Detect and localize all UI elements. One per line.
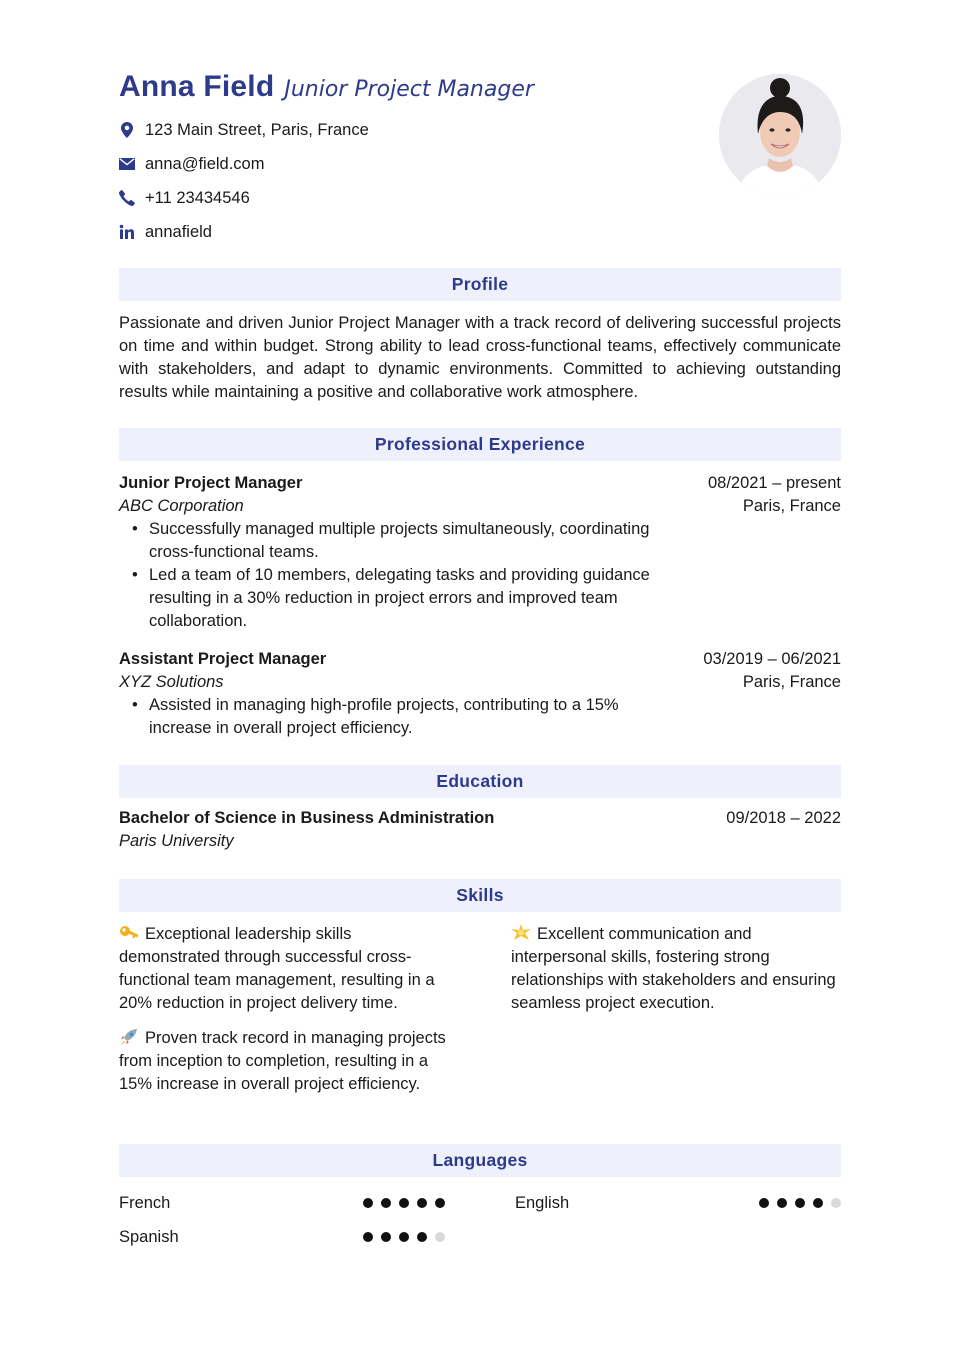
job-title-row [119,648,841,671]
level-dot-filled [399,1198,409,1208]
job-company: XYZ Solutions [119,673,224,691]
contact-address [119,113,369,147]
language-name: Spanish [119,1227,179,1246]
section-title-languages: Languages [119,1144,841,1177]
level-dot-filled [399,1232,409,1242]
person-name: Anna Field [119,70,275,103]
job-bullets [119,518,664,633]
profile-text: Passionate and driven Junior Project Manager with a track record of delivering successful projects on time and within budget. Strong ability to lead cross-functional teams, effectively communicate with stakeholders, and adapt to dynamic environments. Committed to achieving outstanding results while maintaining a positive and collaborative work atmosphere. [119,314,841,401]
phone-icon [119,190,135,206]
language-item [119,1220,445,1254]
skills-grid [119,923,841,1108]
level-dot-filled [381,1198,391,1208]
star-icon [511,924,533,942]
language-item [515,1186,841,1220]
education-entry [119,807,841,853]
job-position: Junior Project Manager [119,474,303,492]
profile-section [119,268,841,404]
education-school: Paris University [119,832,234,850]
level-dot-filled [435,1198,445,1208]
skill-text: Excellent communication and interpersonal skills, fostering strong relationships with stakeholders and ensuring seamless project execution. [511,925,836,1012]
language-level [363,1198,445,1208]
job-entry [119,648,841,740]
language-item [119,1186,445,1220]
languages-section [119,1144,841,1254]
skill-text: Exceptional leadership skills demonstrated through successful cross-functional team management, resulting in a 20% reduction in project delivery time. [119,925,435,1012]
job-location: Paris, France [742,497,841,515]
language-name: French [119,1193,171,1212]
skills-column-left [119,923,449,1108]
rocket-icon [119,1028,141,1046]
experience-section [119,428,841,740]
contact-phone-text[interactable]: +11 23434546 [145,188,250,207]
level-dot-empty [831,1198,841,1208]
section-title-experience: Professional Experience [119,428,841,461]
job-entry [119,472,841,633]
level-dot-filled [417,1232,427,1242]
person-role: Junior Project Manager [284,77,534,102]
job-company: ABC Corporation [119,497,244,515]
languages-grid [119,1186,841,1254]
skill-item [119,923,449,1015]
job-bullet: • Assisted in managing high-profile projects, contributing to a 15% increase in overall project efficiency. [119,694,664,740]
languages-column-right [515,1186,841,1254]
contact-linkedin[interactable] [119,215,369,249]
resume-page [119,0,841,1246]
education-degree: Bachelor of Science in Business Administration [119,809,495,827]
job-company-row [119,671,841,694]
level-dot-filled [417,1198,427,1208]
level-dot-filled [759,1198,769,1208]
resume-header [119,0,841,250]
contact-email[interactable] [119,147,369,181]
level-dot-empty [435,1232,445,1242]
contact-phone[interactable] [119,181,369,215]
contact-email-text[interactable]: anna@field.com [145,154,265,173]
contact-linkedin-text[interactable]: annafield [145,222,212,241]
section-title-profile: Profile [119,268,841,301]
level-dot-filled [813,1198,823,1208]
skills-column-right [511,923,841,1108]
level-dot-filled [777,1198,787,1208]
job-location: Paris, France [742,673,841,691]
profile-photo [719,74,841,196]
level-dot-filled [363,1232,373,1242]
job-company-row [119,495,841,518]
section-title-skills: Skills [119,879,841,912]
language-level [363,1232,445,1242]
job-dates: 08/2021 – present [707,474,841,492]
name-line [119,70,534,104]
job-dates: 03/2019 – 06/2021 [703,650,841,668]
skill-item [511,923,841,1015]
envelope-icon [119,156,135,172]
level-dot-filled [381,1232,391,1242]
education-section [119,765,841,853]
job-title-row [119,472,841,495]
job-bullet: • Led a team of 10 members, delegating tasks and providing guidance resulting in a 30% reduction in project errors and improved team collaboration. [119,564,664,633]
education-degree-row [119,807,841,830]
section-title-education: Education [119,765,841,798]
contact-address-text: 123 Main Street, Paris, France [145,120,369,139]
language-name: English [515,1193,570,1212]
language-level [759,1198,841,1208]
location-pin-icon [119,122,135,138]
skill-text: Proven track record in managing projects from inception to completion, resulting in a 15% increase in overall project efficiency. [119,1029,446,1093]
contact-list [119,113,369,249]
job-bullet: • Successfully managed multiple projects simultaneously, coordinating cross-functional teams. [119,518,664,564]
linkedin-icon [119,224,135,240]
education-school-row [119,830,841,853]
education-dates: 09/2018 – 2022 [726,809,841,827]
skill-item [119,1027,449,1096]
level-dot-filled [795,1198,805,1208]
languages-column-left [119,1186,445,1254]
level-dot-filled [363,1198,373,1208]
job-position: Assistant Project Manager [119,650,327,668]
key-icon [119,924,141,942]
skills-section [119,879,841,1108]
job-bullets [119,694,664,740]
